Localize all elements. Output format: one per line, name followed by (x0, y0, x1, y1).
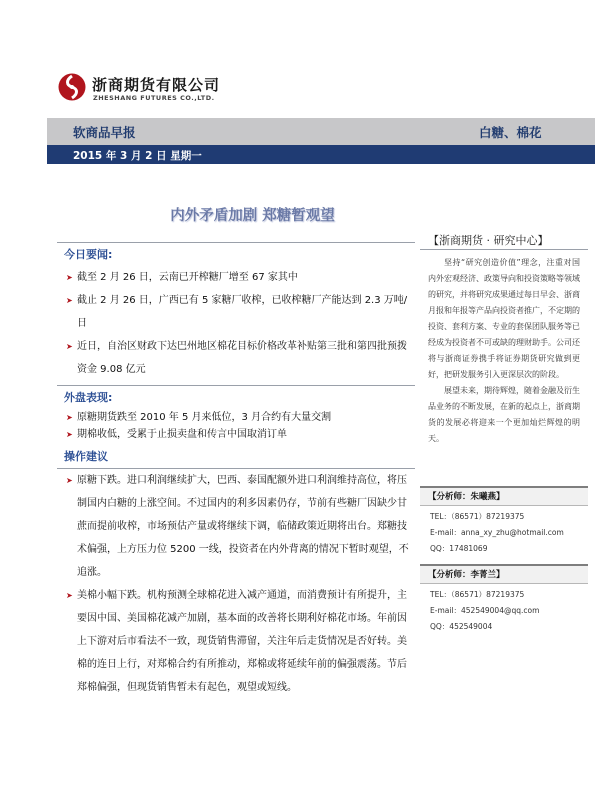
company-name: 浙商期货有限公司 (92, 76, 221, 94)
news-item-text: 截止 2 月 26 日，广西已有 5 家糖厂收榨，已收榨糖厂产能达到 2.3 万吨/日 (77, 295, 408, 329)
research-intro (428, 255, 580, 447)
news-item (57, 266, 415, 289)
bullet-arrow-icon: ➤ (66, 430, 73, 439)
company-logo-icon (57, 72, 87, 102)
advice-item-text: 美棉小幅下跌。机构预测全球棉花进入减产通道，而消费预计有所提升，主要因中国、美国棉花减产加剧，基本面的改善将长期利好棉花市场。年前因上下游对后市看法不一致，现货销售滞留，关注年后走货情况是否好转。美棉的连日上行，对郑棉合约有所推动，郑棉或将延续年前的偏强震荡。节后郑棉偏强，但现货销售暂未有起色，观望或短线。 (77, 590, 407, 693)
report-date: 2015 年 3 月 2 日 星期一 (73, 150, 202, 162)
advice-item (57, 584, 415, 699)
analyst-email: E-mail：anna_xy_zhu@hotmail.com (430, 528, 564, 537)
analyst-qq: QQ：452549004 (430, 622, 493, 631)
advice-item (57, 469, 415, 584)
analyst-name: 【分析师：朱曦燕】 (420, 486, 588, 506)
research-heading: 【浙商期货 · 研究中心】 (428, 234, 549, 247)
report-type: 软商品早报 (73, 125, 136, 140)
news-item-text: 近日，自治区财政下达巴州地区棉花目标价格改革补贴第三批和第四批预拨资金 9.08 亿元 (77, 341, 407, 375)
news-item (57, 289, 415, 335)
bullet-arrow-icon: ➤ (66, 413, 73, 422)
main-content (57, 242, 415, 699)
bullet-arrow-icon: ➤ (66, 591, 73, 600)
analyst-name: 【分析师：李菁兰】 (420, 564, 588, 584)
external-item-text: 原糖期货跌至 2010 年 5 月来低位，3 月合约有大量交割 (77, 412, 332, 423)
bullet-arrow-icon: ➤ (66, 476, 73, 485)
analyst-card (420, 564, 588, 635)
today-news-heading: 今日要闻: (64, 248, 113, 261)
company-name-en: ZHESHANG FUTURES CO.,LTD. (93, 94, 215, 102)
external-heading: 外盘表现: (64, 391, 113, 404)
analyst-tel: TEL：（86571）87219375 (430, 590, 525, 599)
analyst-email: E-mail：452549004@qq.com (430, 606, 540, 615)
external-item (57, 426, 415, 443)
analyst-card (420, 486, 588, 557)
news-item-text: 截至 2 月 26 日，云南已开榨糖厂增至 67 家其中 (77, 272, 298, 283)
advice-item-text: 原糖下跌。进口利润继续扩大，巴西、泰国配额外进口利润维持高位，将压制国内白糖的上涨空间。不过国内的利多因素仍存，节前有些糖厂因缺少甘蔗而提前收榨，市场预估产量或将继续下调，临储政策近期将出台。郑糖技术偏强，上方压力位 5200 一线，投资者在内外背离的情况下暂时观望，不追涨。 (77, 475, 409, 578)
bullet-arrow-icon: ➤ (66, 273, 73, 282)
bullet-arrow-icon: ➤ (66, 296, 73, 305)
analyst-qq: QQ：17481069 (430, 544, 488, 553)
external-item (57, 409, 415, 426)
research-paragraph: 展望未来，期待辉煌，随着金融及衍生品业务的不断发展，在新的起点上，浙商期货的发展必将迎来一个更加灿烂辉煌的明天。 (428, 386, 580, 443)
external-item-text: 期棉收低，受累于止损卖盘和传言中国取消订单 (77, 429, 287, 440)
advice-heading: 操作建议 (64, 450, 108, 463)
report-title: 内外矛盾加剧 郑糖暂观望 (170, 208, 335, 224)
analyst-tel: TEL：（86571）87219375 (430, 512, 525, 521)
research-paragraph: 坚持“研究创造价值”理念，注重对国内外宏观经济、政策导向和投资策略等领域的研究，并将研究成果通过每日早会、浙商月报和年报等产品向投资者推广，不定期的投资、套利方案、专业的套保团队服务等已经成为投资者不可或缺的理财助手。公司还将与浙商证券携手将证券期货研究做到更好，把研发服务引入更深层次的阶段。 (428, 258, 580, 379)
bullet-arrow-icon: ➤ (66, 342, 73, 351)
report-commodity: 白糖、棉花 (479, 125, 542, 140)
news-item (57, 335, 415, 381)
divider (420, 249, 588, 250)
